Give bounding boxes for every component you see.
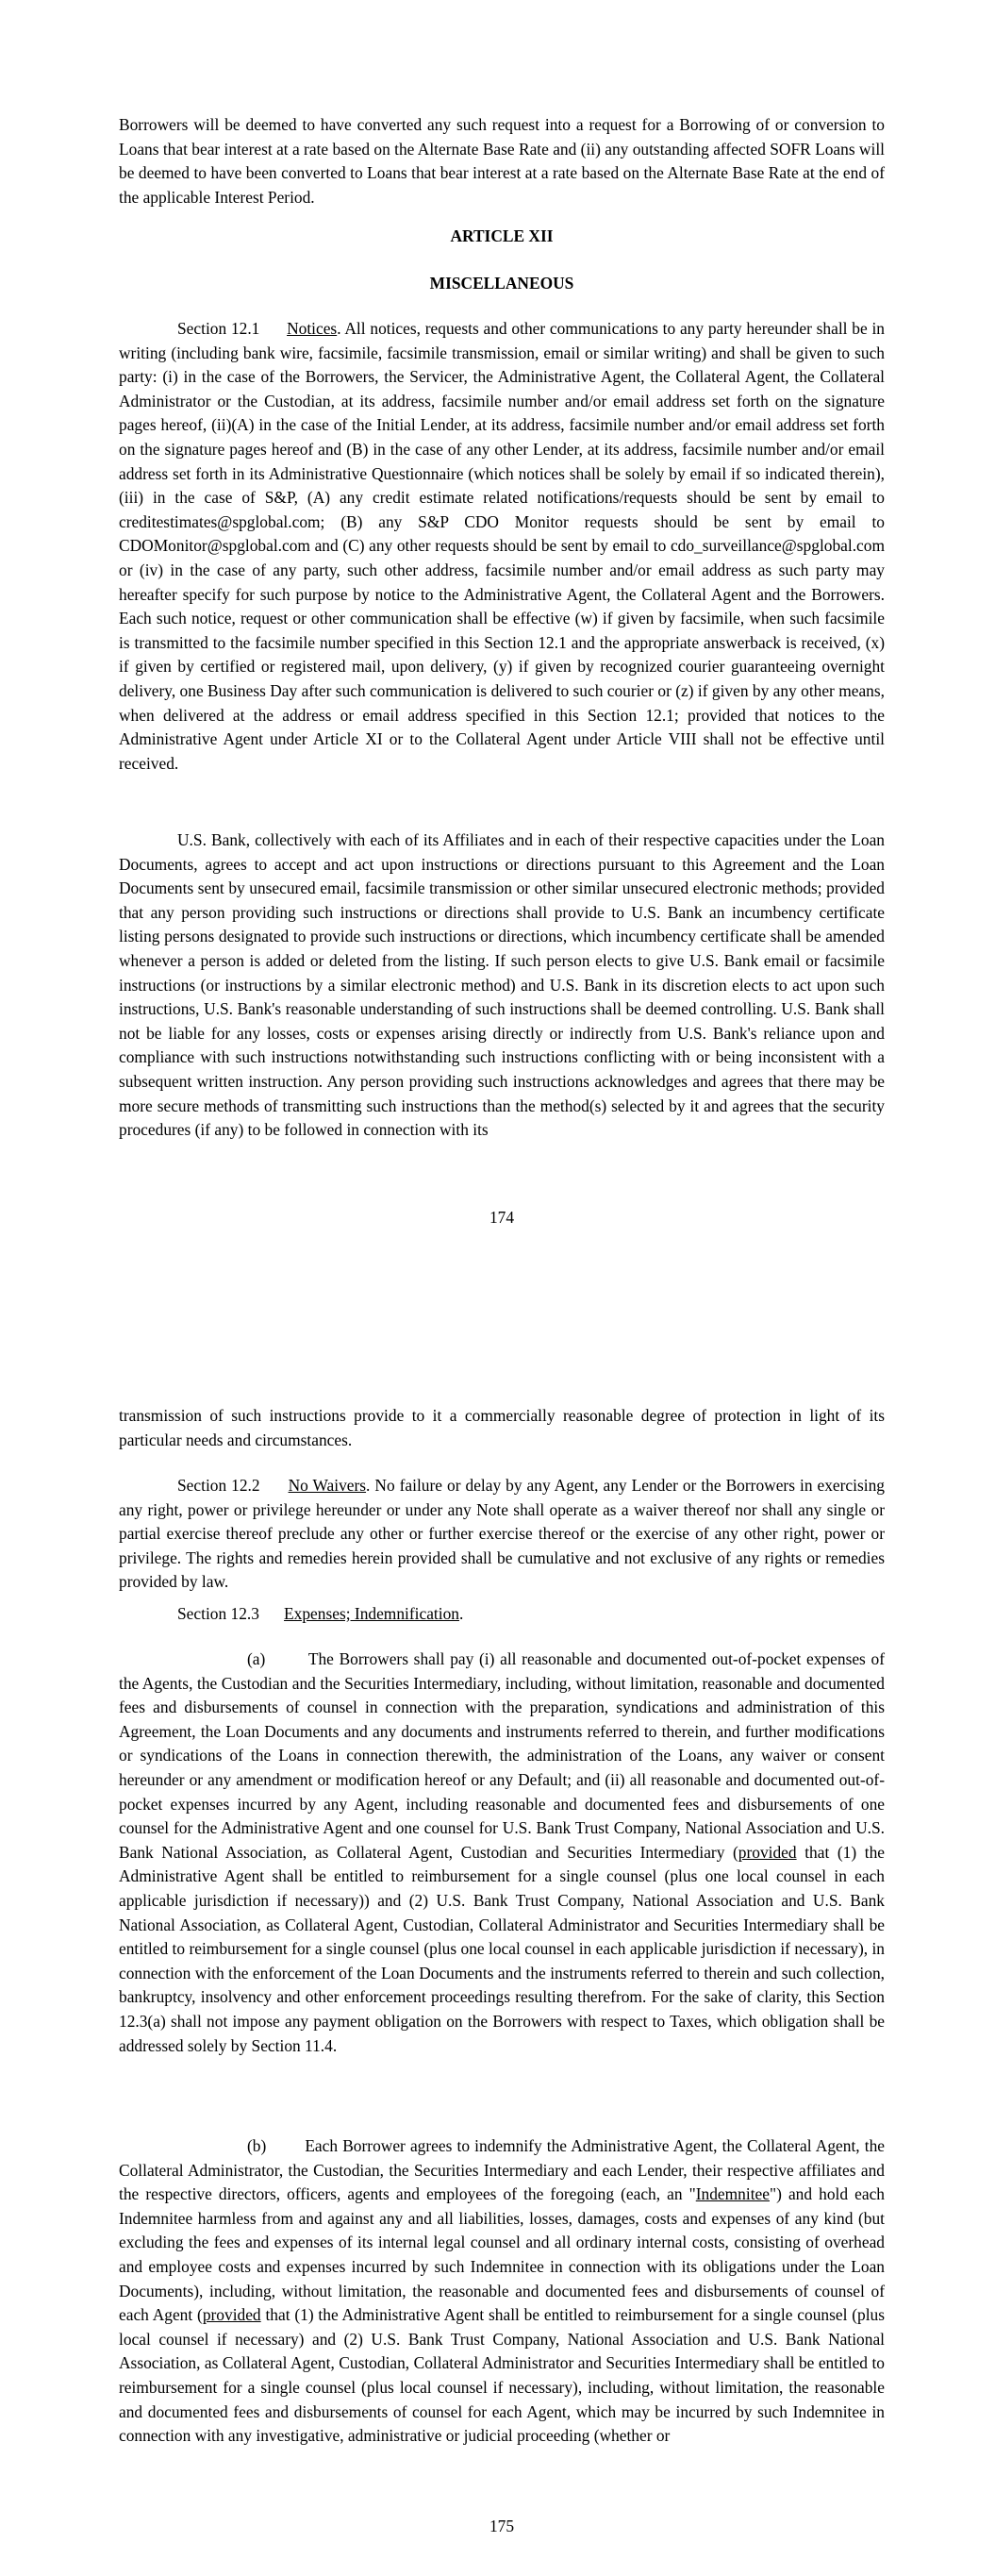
paragraph-b-indemnitee: Indemnitee xyxy=(695,2184,770,2204)
section-12-2-text: . No failure or delay by any Agent, any Lender or the Borrowers in exercising any right, power or privilege hereunder or under any Note shall operate as a waiver thereof nor shall any single or partial exercise thereof preclude any other or further exercise thereof or the exercise of any other right, power or privilege. The rights and remedies herein provided shall be cumulative and not exclusive of any rights or remedies provided by law. xyxy=(119,1476,885,1592)
us-bank-paragraph: U.S. Bank, collectively with each of its Affiliates and in each of their respective capacities under the Loan Documents, agrees to accept and act upon instructions or directions pursuant to this Agreement and the Loan Documents sent by unsecured email, facsimile transmission or other similar unsecured electronic methods; provided that any person providing such instructions or directions shall provide to U.S. Bank an incumbency certificate listing persons designated to provide such instructions or directions, which incumbency certificate shall be amended whenever a person is added or deleted from the listing. If such person elects to give U.S. Bank email or facsimile instructions (or instructions by a similar electronic method) and U.S. Bank in its discretion elects to act upon such instructions, U.S. Bank's reasonable understanding of such instructions shall be deemed controlling. U.S. Bank shall not be liable for any losses, costs or expenses arising directly or indirectly from U.S. Bank's reliance upon and compliance with such instructions notwithstanding such instructions conflicting with or being inconsistent with a subsequent written instruction. Any person providing such instructions acknowledges and agrees that there may be more secure methods of transmitting such instructions than the method(s) selected by it and agrees that the security procedures (if any) to be followed in connection with its xyxy=(119,830,885,1140)
paragraph-b-text-3: that (1) the Administrative Agent shall be entitled to reimbursement for a single counsel (plus local counsel if necessary) and (2) U.S. Bank Trust Company, National Association and U.S. Bank National Association, as Collateral Agent, Custodian, Collateral Administrator and Securities Intermediary shall be entitled to reimbursement for a single counsel (plus local counsel if necessary), including, without limitation, the reasonable and documented fees and disbursements of counsel for each Agent, which may be incurred by such Indemnitee in connection with any investigative, administrative or judicial proceeding (whether or xyxy=(119,2305,885,2446)
paragraph-b-label: (b) xyxy=(247,2136,267,2155)
paragraph-a-provided: provided xyxy=(738,1842,797,1862)
paragraph-b-provided: provided xyxy=(202,2305,261,2325)
section-12-1-number: Section 12.1 xyxy=(177,319,260,338)
intro-paragraph: Borrowers will be deemed to have converted any such request into a request for a Borrowing of or conversion to Loans that bear interest at a rate based on the Alternate Base Rate and (ii) any outstanding affected SOFR Loans will be deemed to have been converted to Loans that bear interest at a rate based on the Alternate Base Rate at the end of the applicable Interest Period. xyxy=(119,115,885,207)
paragraph-a-label: (a) xyxy=(247,1649,266,1668)
paragraph-b xyxy=(119,2134,885,2449)
article-title: ARTICLE XII xyxy=(450,226,554,245)
section-12-3-number: Section 12.3 xyxy=(177,1604,259,1623)
paragraph-a xyxy=(119,1648,885,2058)
section-12-3-heading xyxy=(119,1602,885,1627)
section-12-1-paragraph xyxy=(119,317,885,776)
page-number-174: 174 xyxy=(489,1208,515,1227)
section-12-1-title: Notices xyxy=(287,319,338,338)
section-12-1-text: . All notices, requests and other communications to any party hereunder shall be in writing (including bank wire, facsimile, facsimile transmission, email or similar writing) and shall be given to such party: (i) in the case of the Borrowers, the Servicer, the Administrative Agent, the Collateral Agent, the Collateral Administrator or the Custodian, at its address, facsimile number and/or email address set forth on the signature pages hereof, (ii)(A) in the case of the Initial Lender, at its address, facsimile number and/or email address set forth on the signature pages hereof and (B) in the case of any other Lender, at its address, facsimile number and/or email address set forth in its Administrative Questionnaire (which notices shall be solely by email if so indicated therein), (iii) in the case of S&P, (A) any credit estimate related notifications/requests should be sent by email to creditestimates@spglobal.com; (B) any S&P CDO Monitor requests should be sent by email to CDOMonitor@spglobal.com and (C) any other requests should be sent by email to cdo_surveillance@spglobal.com or (iv) in the case of any party, such other address, facsimile number and/or email address as such party may hereafter specify for such purpose by notice to the Administrative Agent, the Collateral Agent and the Borrowers. Each such notice, request or other communication shall be effective (w) if given by facsimile, when such facsimile is transmitted to the facsimile number specified in this Section 12.1 and the appropriate answerback is received, (x) if given by certified or registered mail, upon delivery, (y) if given by recognized courier guaranteeing overnight delivery, one Business Day after such communication is delivered to such courier or (z) if given by any other means, when delivered at the address or email address specified in this Section 12.1; provided that notices to the Administrative Agent under Article XI or to the Collateral Agent under Article VIII shall not be effective until received. xyxy=(119,319,885,773)
section-12-2-number: Section 12.2 xyxy=(177,1476,260,1495)
paragraph-b-text-1: Each Borrower agrees to indemnify the Administrative Agent, the Collateral Agent, the Collateral Administrator, the Custodian, the Securities Intermediary and each Lender, their respective affiliates and the respective directors, officers, agents and employees of the foregoing (each, an " xyxy=(119,2136,885,2204)
paragraph-a-text-1: The Borrowers shall pay (i) all reasonable and documented out-of-pocket expenses of the Agents, the Custodian and the Securities Intermediary, including, without limitation, reasonable and documented fees and disbursements of counsel in connection with the preparation, syndications and administration of this Agreement, the Loan Documents and any documents and instruments referred to therein, and further modifications or syndications of the Loans in connection therewith, the administration of the Loans, any waiver or consent hereunder or any amendment or modification hereof or any Default; and (ii) all reasonable and documented out-of-pocket expenses incurred by any Agent, including reasonable and documented fees and disbursements of one counsel for the Administrative Agent and one counsel for U.S. Bank Trust Company, National Association and U.S. Bank National Association, as Collateral Agent, Custodian and Securities Intermediary ( xyxy=(119,1649,886,1862)
article-subtitle: MISCELLANEOUS xyxy=(429,274,574,293)
section-12-3-title: Expenses; Indemnification xyxy=(284,1604,459,1623)
paragraph-a-text-2: that (1) the Administrative Agent shall be entitled to reimbursement for a single counsel (plus one local counsel in each applicable jurisdiction if necessary)) and (2) U.S. Bank Trust Company, National Association and U.S. Bank National Association, as Collateral Agent, Custodian, Collateral Administrator and Securities Intermediary shall be entitled to reimbursement for a single counsel (plus one local counsel in each applicable jurisdiction if necessary), in connection with the enforcement of the Loan Documents and the instruments referred to therein and such collection, bankruptcy, insolvency and other enforcement proceedings resulting therefrom. For the sake of clarity, this Section 12.3(a) shall not impose any payment obligation on the Borrowers with respect to Taxes, which obligation shall be addressed solely by Section 11.4. xyxy=(119,1842,885,2055)
paragraph-b-text-2: ") and hold each Indemnitee harmless from and against any and all liabilities, losses, damages, costs and expenses of any kind (but excluding the fees and expenses of its internal legal counsel and all ordinary internal costs, consisting of overhead and employee costs and expenses incurred by such Indemnitee in connection with its obligations under the Loan Documents), including, without limitation, the reasonable and documented fees and disbursements of counsel of each Agent ( xyxy=(119,2184,885,2325)
section-12-2-title: No Waivers xyxy=(288,1476,367,1495)
page-number-175: 175 xyxy=(489,2517,515,2535)
section-12-3-period: . xyxy=(458,1604,464,1623)
section-12-2-paragraph xyxy=(119,1474,885,1595)
continuation-paragraph: transmission of such instructions provide to it a commercially reasonable degree of protection in light of its particular needs and circumstances. xyxy=(119,1406,885,1449)
